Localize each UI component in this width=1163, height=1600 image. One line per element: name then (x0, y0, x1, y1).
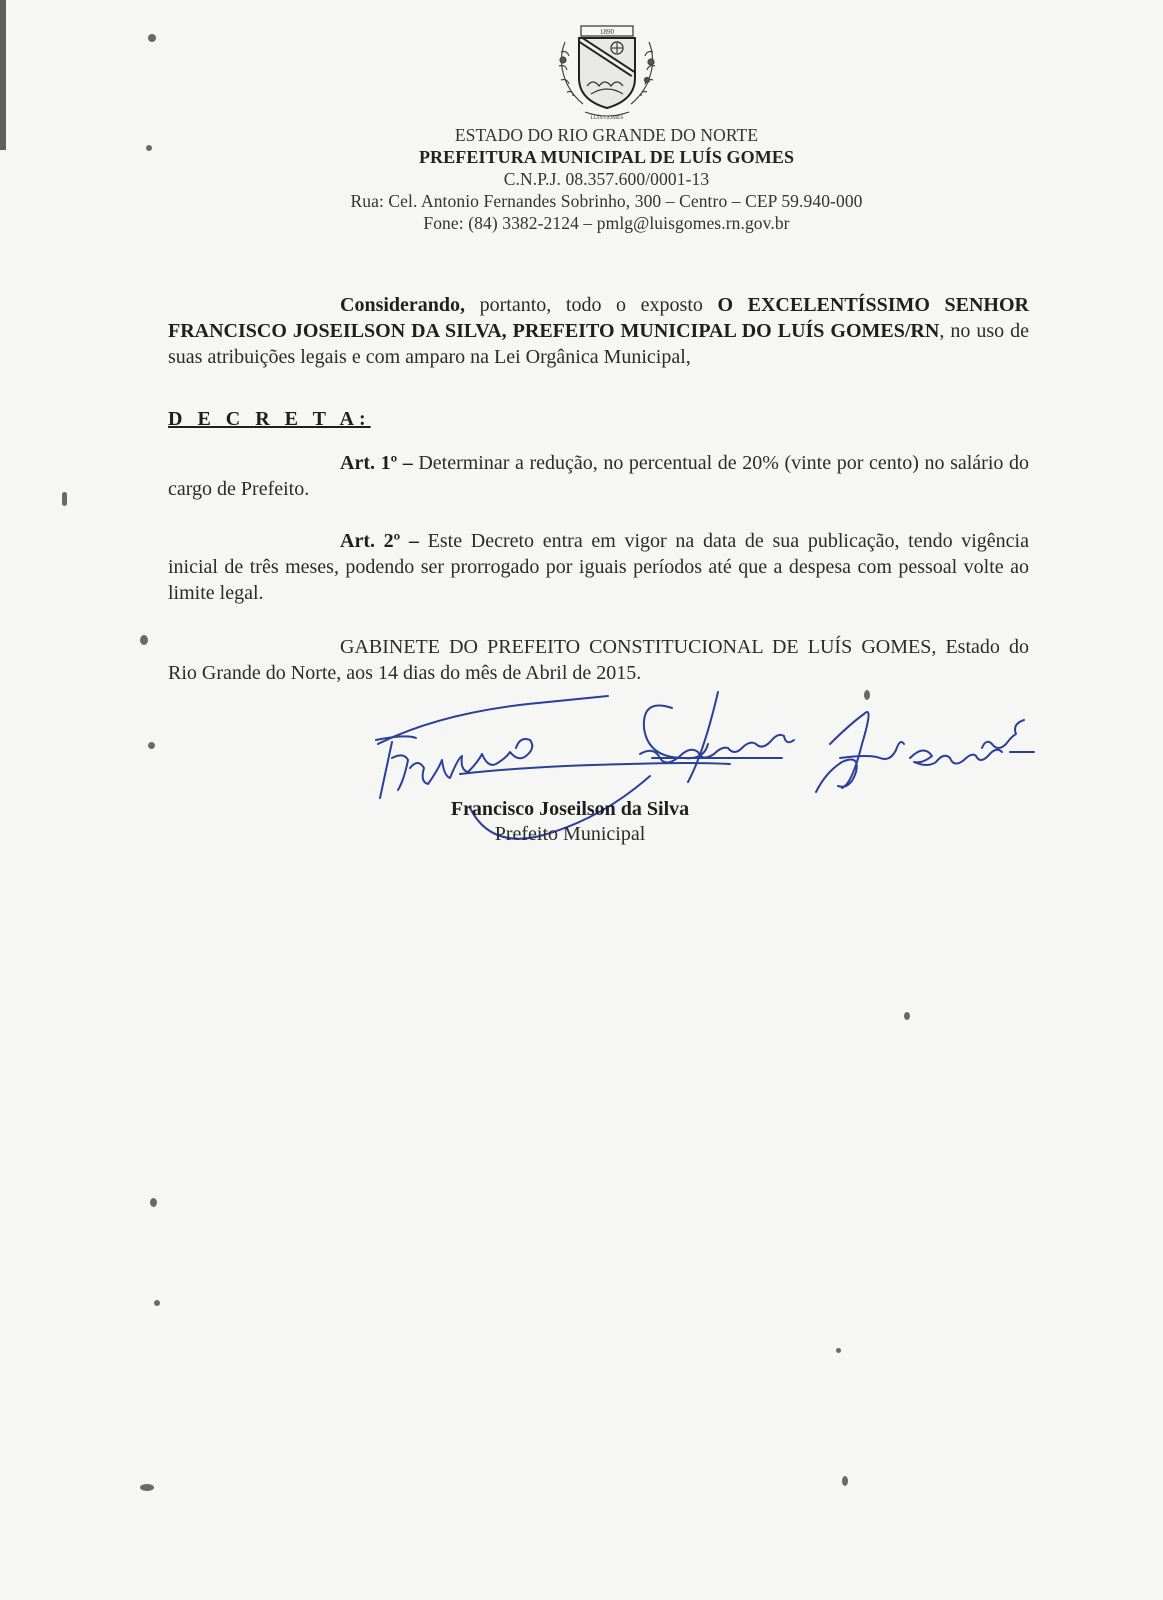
municipal-crest-icon (551, 22, 663, 122)
state-name: ESTADO DO RIO GRANDE DO NORTE (454, 125, 759, 145)
considerando-rest: , no uso de suas atribuições legais e com amparo na Lei Orgânica Municipal, (168, 320, 1029, 368)
article-1-label: Art. 1º – (340, 452, 413, 474)
decreta-heading: D E C R E T A: (168, 408, 371, 430)
letterhead (0, 124, 1163, 234)
scan-speck (904, 1012, 910, 1020)
article-2 (168, 528, 1029, 606)
svg-text:1890: 1890 (600, 28, 614, 36)
considerando-label: Considerando, (340, 294, 466, 316)
scan-speck (140, 1484, 154, 1491)
scan-speck (148, 34, 156, 42)
scan-speck (140, 635, 148, 645)
signatory-name: Francisco Joseilson da Silva (450, 798, 690, 820)
svg-text:LUÍS GOMES: LUÍS GOMES (590, 115, 624, 121)
considerando-paragraph (168, 292, 1029, 370)
closing-text: GABINETE DO PREFEITO CONSTITUCIONAL DE LUÍS GOMES, Estado do Rio Grande do Norte, aos 14 dias do mês de Abril de 2015. (168, 636, 1029, 684)
article-1 (168, 450, 1029, 502)
signatory-title: Prefeito Municipal (494, 823, 646, 845)
article-2-text: Este Decreto entra em vigor na data de sua publicação, tendo vigência inicial de três meses, podendo ser prorrogado por iguais períodos até que a despesa com pessoal volte ao limite legal. (168, 530, 1029, 604)
scan-speck (154, 1300, 160, 1306)
cnpj-line: C.N.P.J. 08.357.600/0001-13 (503, 169, 710, 189)
article-1-text: Determinar a redução, no percentual de 20% (vinte por cento) no salário do cargo de Prefeito. (168, 452, 1029, 500)
considerando-bold: O EXCELENTÍSSIMO SENHOR FRANCISCO JOSEILSON DA SILVA, PREFEITO MUNICIPAL DO LUÍS GOMES/RN (168, 294, 1029, 342)
prefeitura-name: PREFEITURA MUNICIPAL DE LUÍS GOMES (418, 147, 795, 167)
scan-speck (842, 1476, 848, 1486)
closing-paragraph (168, 634, 1029, 686)
address-line: Rua: Cel. Antonio Fernandes Sobrinho, 300 – Centro – CEP 59.940-000 (350, 191, 863, 211)
scan-speck (62, 492, 67, 506)
scan-speck (146, 145, 152, 151)
scan-speck (150, 1198, 157, 1207)
considerando-text: portanto, todo o exposto (465, 294, 718, 316)
scan-speck (864, 690, 870, 700)
contact-line: Fone: (84) 3382-2124 – pmlg@luisgomes.rn.gov.br (423, 213, 790, 233)
scan-speck (836, 1348, 841, 1353)
scan-speck (148, 742, 155, 749)
article-2-label: Art. 2º – (340, 530, 419, 552)
